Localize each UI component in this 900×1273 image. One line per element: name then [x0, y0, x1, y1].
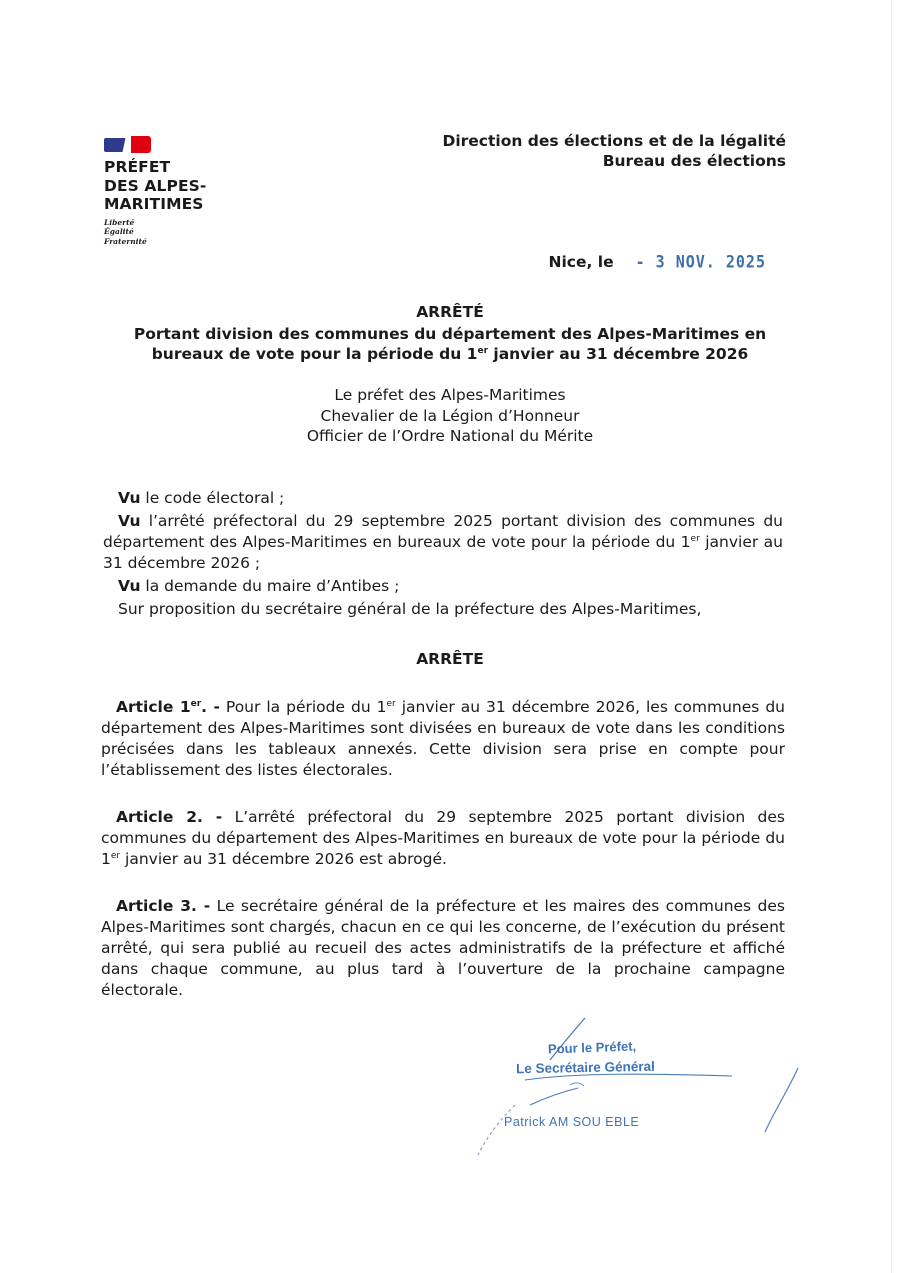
date-stamp: - 3 NOV. 2025: [635, 251, 766, 273]
document-subtitle: Portant division des communes du département des Alpes-Maritimes en bureaux de vote pour la période du 1er janvier au 31 décembre 2026: [133, 325, 767, 363]
logo-title: [104, 158, 264, 214]
signature-pour: Pour le Préfet,: [547, 1038, 637, 1057]
signature-stamp: [470, 1010, 810, 1170]
scan-edge-line: [891, 0, 892, 1273]
bureau-name: Bureau des élections: [602, 152, 786, 170]
motto-line: Fraternité: [104, 236, 147, 246]
signature-role: Le Secrétaire Général: [515, 1058, 655, 1077]
motto-line: Égalité: [104, 227, 134, 236]
handwritten-signature-icon: [470, 1010, 810, 1170]
prefect-line: Officier de l’Ordre National du Mérite: [306, 427, 594, 445]
prefect-line: Le préfet des Alpes-Maritimes: [334, 386, 566, 404]
visas-section: [103, 488, 783, 622]
date-place: Nice, le: [548, 253, 614, 271]
visa-item: Vu la demande du maire d’Antibes ;: [118, 577, 400, 595]
visa-item: Sur proposition du secrétaire général de la préfecture des Alpes-Maritimes,: [118, 600, 702, 618]
logo-title-line: DES ALPES-: [104, 176, 207, 195]
prefet-logo: [104, 136, 264, 246]
republic-motto: [104, 218, 264, 247]
document-title: ARRÊTÉ: [416, 303, 484, 321]
date-line: [548, 253, 766, 271]
prefect-line: Chevalier de la Légion d’Honneur: [320, 406, 580, 425]
signatory-name: Patrick AM SOU EBLE: [504, 1115, 640, 1129]
prefect-titles: [100, 385, 800, 447]
direction-name: Direction des élections et de la légalité: [442, 132, 786, 150]
visa-item: Vu l’arrêté préfectoral du 29 septembre 2025 portant division des communes du département des Alpes-Maritimes en bureaux de vote pour la période du 1er janvier au 31 décembre 2026 ;: [103, 512, 783, 572]
decree-heading: ARRÊTE: [416, 650, 484, 668]
marianne-flag-icon: [104, 136, 152, 153]
article-3: Article 3. - Le secrétaire général de la préfecture et les maires des communes des Alpes-Maritimes sont chargés, chacun en ce qui les concerne, de l’exécution du présent arrêté, qui sera publié au recueil des actes administratifs de la préfecture et affiché dans chaque commune, au plus tard à l’ouverture de la prochaine campagne électorale.: [101, 897, 785, 999]
article-1: Article 1er. - Pour la période du 1er janvier au 31 décembre 2026, les communes du département des Alpes-Maritimes sont divisées en bureaux de vote dans les conditions précisées dans les tableaux annexés. Cette division sera prise en compte pour l’établissement des listes électorales.: [101, 698, 785, 779]
motto-line: Liberté: [104, 217, 135, 227]
logo-title-line: PRÉFET: [104, 158, 171, 176]
logo-title-line: MARITIMES: [104, 195, 204, 213]
visa-item: Vu le code électoral ;: [118, 489, 285, 507]
issuing-service: [442, 131, 786, 171]
article-2: Article 2. - L’arrêté préfectoral du 29 septembre 2025 portant division des communes du département des Alpes-Maritimes en bureaux de vote pour la période du 1er janvier au 31 décembre 2026 est abrogé.: [101, 808, 786, 868]
